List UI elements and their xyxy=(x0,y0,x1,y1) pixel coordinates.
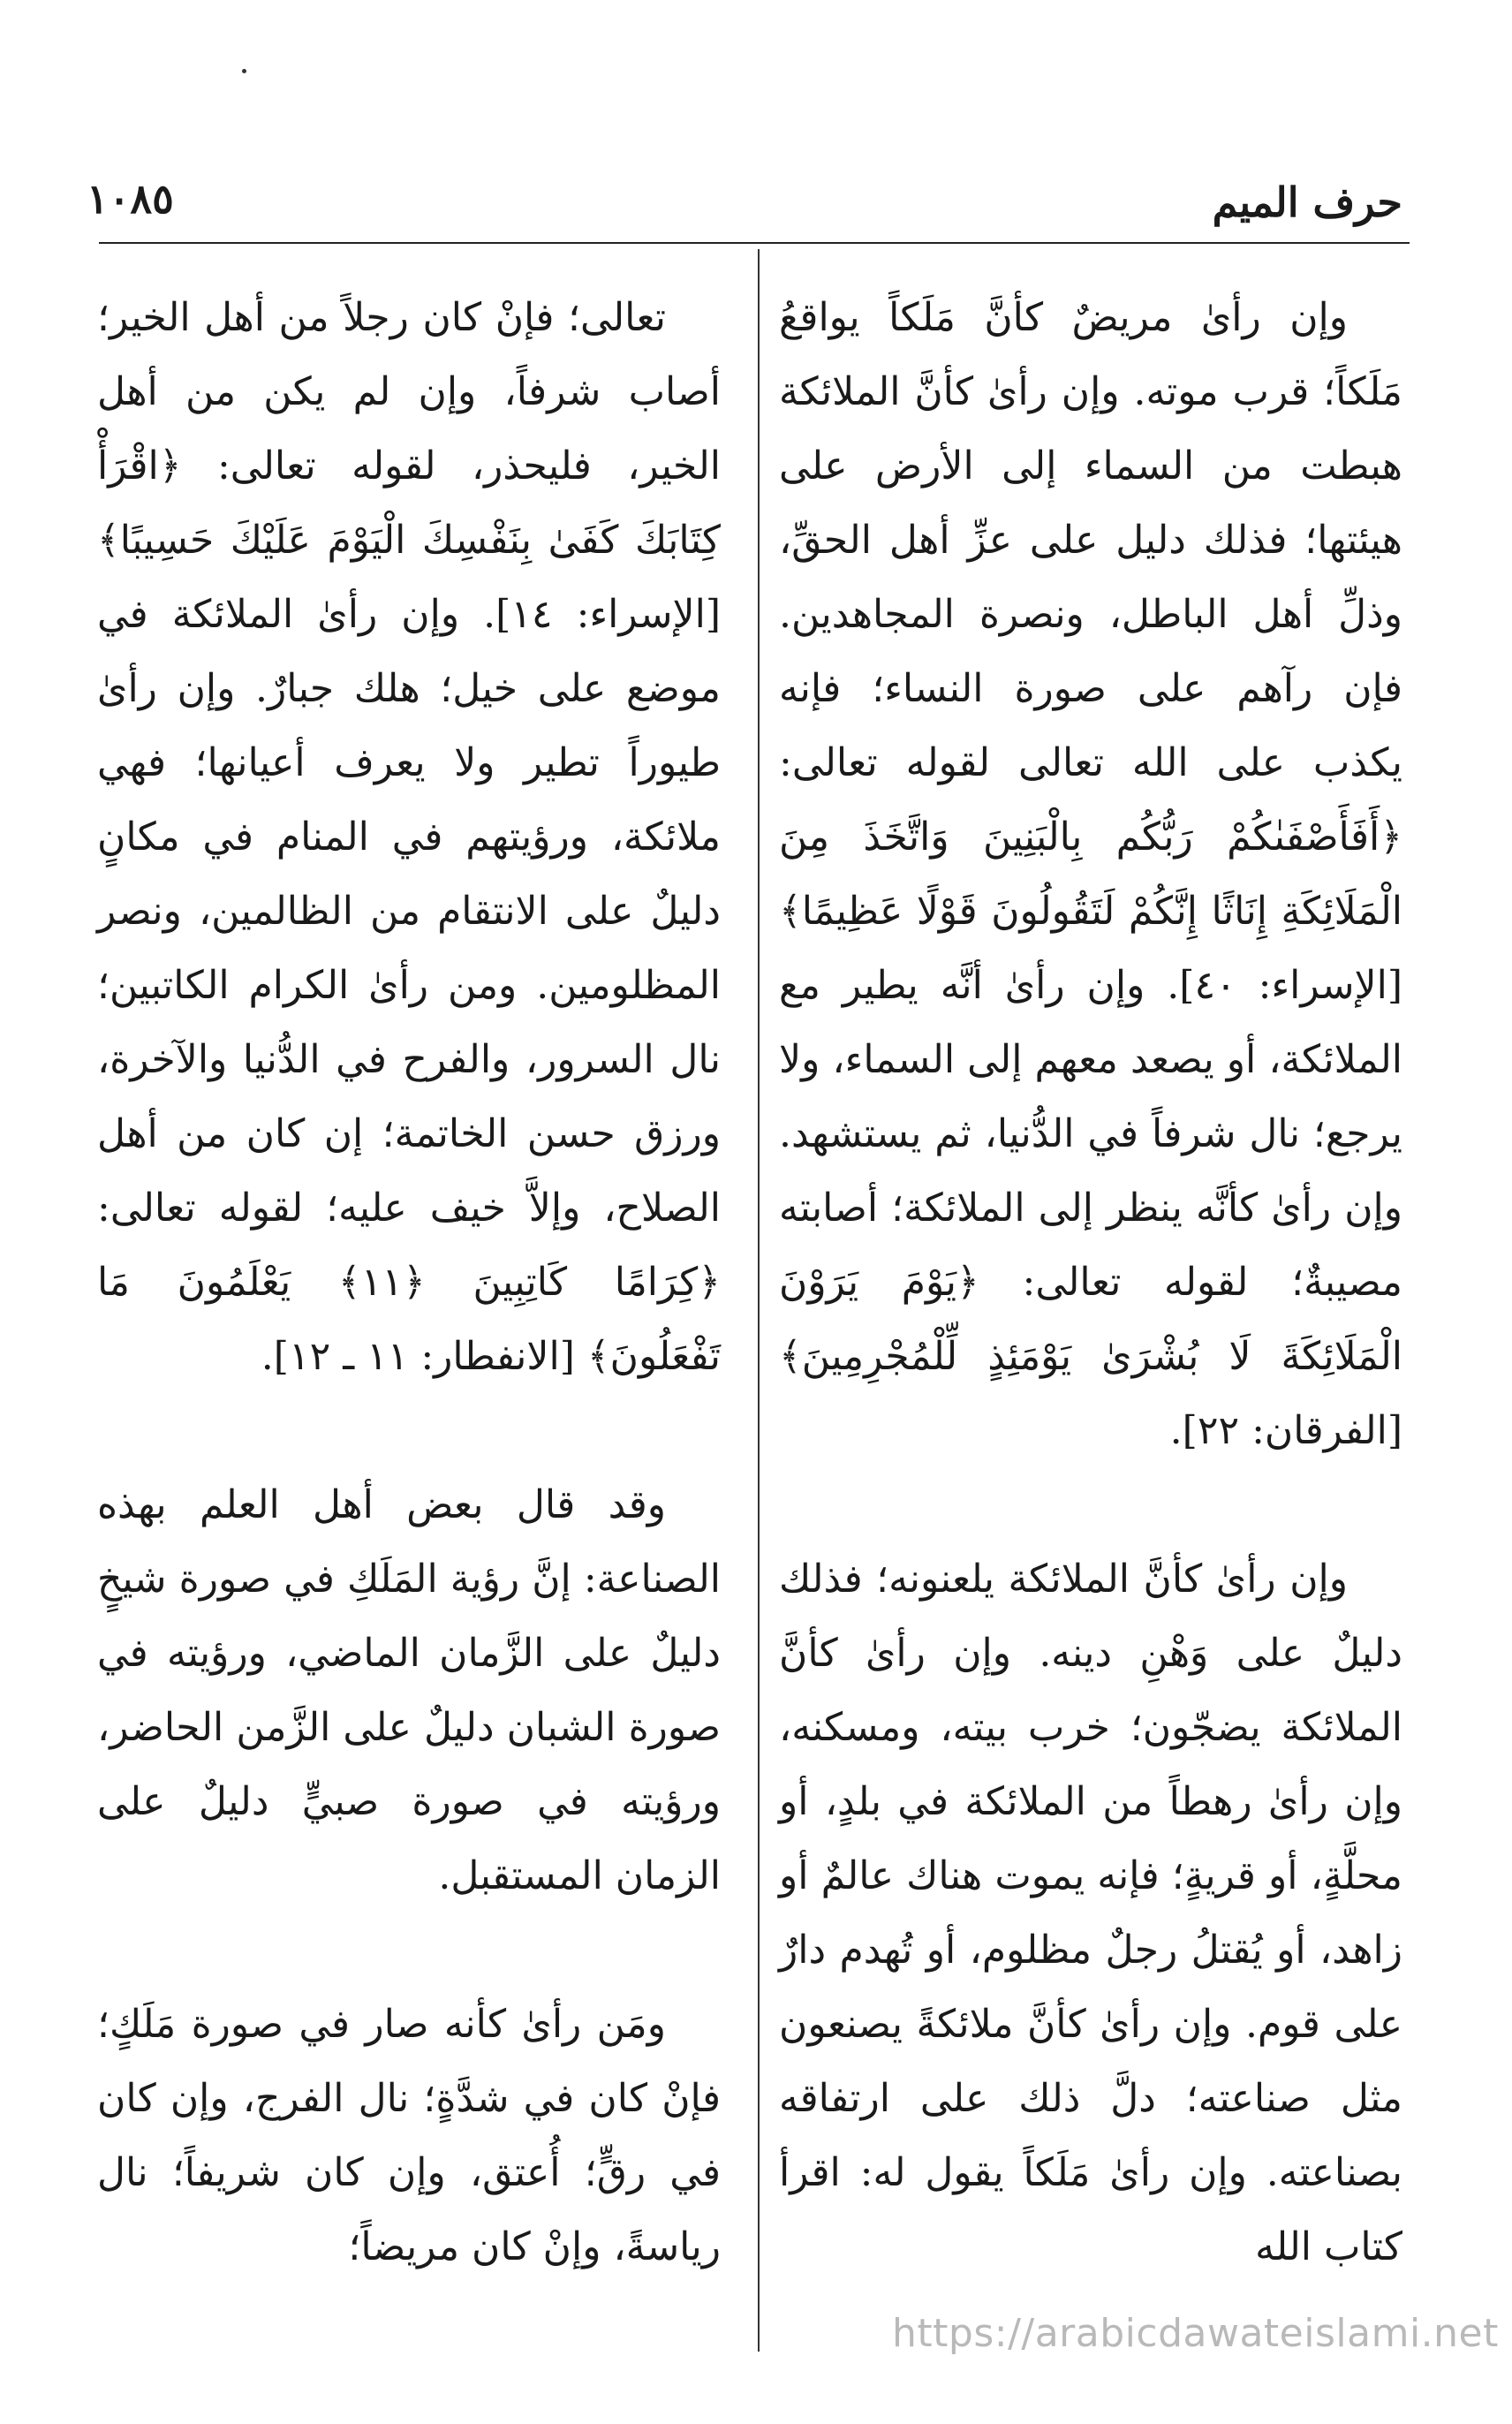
column-divider xyxy=(758,249,760,2352)
watermark-url: https://arabicdawateislami.net xyxy=(892,2311,1499,2356)
paragraph: وقد قال بعض أهل العلم بهذه الصناعة: إنَّ رؤية المَلَكِ في صورة شيخٍ دليلٌ على الزَّمان الماضي، ورؤيته في صورة الشبان دليلٌ على الزَّمن الحاضر، ورؤيته في صورة صبيٍّ دليلٌ على الزمان المستقبل. xyxy=(97,1482,722,1898)
paragraph: وإن رأىٰ مريضٌ كأنَّ مَلَكاً يواقعُ مَلَكاً؛ قرب موته. وإن رأىٰ كأنَّ الملائكة هبطت من السماء إلى الأرض على هيئتها؛ فذلك دليل على عزِّ أهل الحقِّ، وذلِّ أهل الباطل، ونصرة المجاهدين. فإن رآهم على صورة النساء؛ فإنه يكذب على الله تعالى لقوله تعالى: ﴿أَفَأَصْفَىٰكُمْ رَبُّكُم بِالْبَنِينَ وَاتَّخَذَ مِنَ الْمَلَائِكَةِ إِنَاثًا إِنَّكُمْ لَتَقُولُونَ قَوْلًا عَظِيمًا﴾ [الإسراء: ٤٠]. وإن رأىٰ أنَّه يطير مع الملائكة، أو يصعد معهم إلى السماء، ولا يرجع؛ نال شرفاً في الدُّنيا، ثم يستشهد. وإن رأىٰ كأنَّه ينظر إلى الملائكة؛ أصابته مصيبةٌ؛ لقوله تعالى: ﴿يَوْمَ يَرَوْنَ الْمَلَائِكَةَ لَا بُشْرَىٰ يَوْمَئِذٍ لِّلْمُجْرِمِينَ﴾ [الفرقان: ٢٢]. xyxy=(779,295,1402,1453)
paragraph: تعالى؛ فإنْ كان رجلاً من أهل الخير؛ أصاب شرفاً، وإن لم يكن من أهل الخير، فليحذر، لقوله تعالى: ﴿اقْرَأْ كِتَابَكَ كَفَىٰ بِنَفْسِكَ الْيَوْمَ عَلَيْكَ حَسِيبًا﴾ [الإسراء: ١٤]. وإن رأىٰ الملائكة في موضع على خيل؛ هلك جبارٌ. وإن رأىٰ طيوراً تطير ولا يعرف أعيانها؛ فهي ملائكة، ورؤيتهم في المنام في مكانٍ دليلٌ على الانتقام من الظالمين، ونصر المظلومين. ومن رأىٰ الكرام الكاتبين؛ نال السرور، والفرح في الدُّنيا والآخرة، ورزق حسن الخاتمة؛ إن كان من أهل الصلاح، وإلاَّ خيف عليه؛ لقوله تعالى: ﴿كِرَامًا كَاتِبِينَ ﴿١١﴾ يَعْلَمُونَ مَا تَفْعَلُونَ﴾ [الانفطار: ١١ ـ ١٢]. xyxy=(97,295,721,1379)
header-rule xyxy=(99,242,1410,244)
paragraph: وإن رأىٰ كأنَّ الملائكة يلعنونه؛ فذلك دليلٌ على وَهْنِ دينه. وإن رأىٰ كأنَّ الملائكة يضجّون؛ خرب بيته، ومسكنه، وإن رأىٰ رهطاً من الملائكة في بلدٍ، أو محلَّةٍ، أو قريةٍ؛ فإنه يموت هناك عالمٌ أو زاهد، أو يُقتلُ رجلٌ مظلوم، أو تُهدم دارٌ على قوم. وإن رأىٰ كأنَّ ملائكةً يصنعون مثل صناعته؛ دلَّ ذلك على ارتفاقه بصناعته. وإن رأىٰ مَلَكاً يقول له: اقرأ كتاب الله xyxy=(779,1557,1402,2269)
paragraph: ومَن رأىٰ كأنه صار في صورة مَلَكٍ؛ فإنْ كان في شدَّةٍ؛ نال الفرج، وإن كان في رقٍّ؛ أُعتق، وإن كان شريفاً؛ نال رياسةً، وإنْ كان مريضاً؛ xyxy=(97,2002,721,2269)
right-column xyxy=(779,281,1402,2284)
page-number: ١٠٨٥ xyxy=(87,175,174,223)
left-column xyxy=(97,281,721,2284)
ink-speck xyxy=(242,69,246,73)
chapter-title: حرف الميم xyxy=(1212,178,1402,226)
